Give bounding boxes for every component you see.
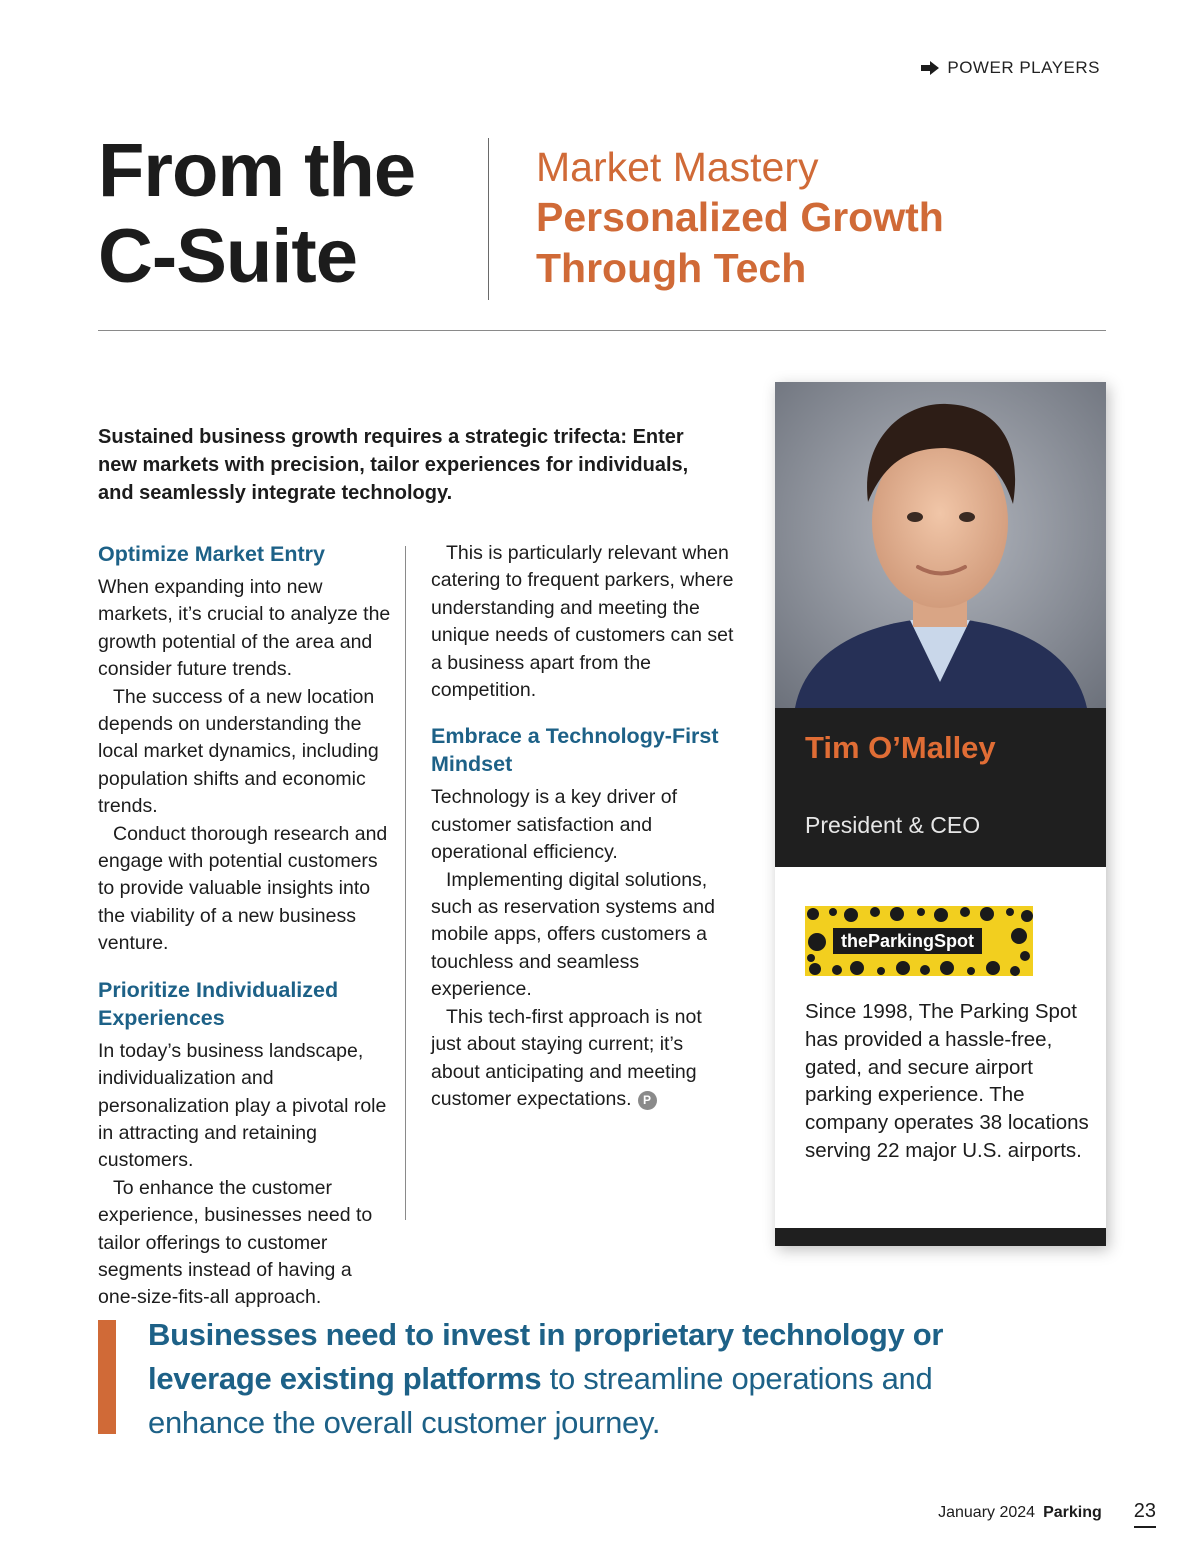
- page-footer: [938, 1500, 1156, 1528]
- pull-quote: [148, 1313, 978, 1445]
- section-label-text: POWER PLAYERS: [947, 58, 1100, 77]
- portrait-image: [775, 382, 1106, 708]
- paragraph: Conduct thorough research and engage with potential customers to provide valuable insights into the viability of a new business venture.: [98, 822, 388, 955]
- portrait-photo: [775, 382, 1106, 708]
- paragraph: In today’s business landscape, individualization and personalization play a pivotal role in attracting and retaining customers.: [98, 1039, 387, 1172]
- article-column-2: [431, 540, 736, 1113]
- section-heading-technology: Embrace a Technology-First Mindset: [431, 724, 719, 777]
- header-rule: [98, 330, 1106, 331]
- header-divider: [488, 138, 489, 300]
- paragraph-last: [431, 1004, 736, 1114]
- article-column-1: [98, 540, 394, 1312]
- section-label: [921, 58, 1100, 78]
- pull-quote-emphasis: Businesses need to invest in proprietary technology or leverage existing platforms: [148, 1317, 944, 1396]
- section-heading-individualized: Prioritize Individualized Experiences: [98, 977, 339, 1030]
- page-number: 23: [1134, 1500, 1156, 1528]
- profile-sidebar: [775, 382, 1106, 1246]
- page-title-line-2: C-Suite: [98, 214, 357, 299]
- logo-wordmark: theParkingSpot: [833, 928, 982, 954]
- arrow-right-icon: [921, 61, 939, 75]
- company-description: Since 1998, The Parking Spot has provided a hassle-free, gated, and secure airport parking experience. The company operates 38 locations serving 22 major U.S. airports.: [805, 1000, 1089, 1162]
- paragraph: The success of a new location depends on understanding the local market dynamics, including population shifts and economic trends.: [98, 685, 379, 818]
- paragraph: This is particularly relevant when catering to frequent parkers, where understanding and meeting the unique needs of customers can set a business apart from the competition.: [431, 542, 734, 702]
- intro-paragraph: Sustained business growth requires a strategic trifecta: Enter new markets with precision, tailor experiences for individuals, and seamlessly integrate technology.: [98, 426, 689, 504]
- end-mark-icon: P: [638, 1091, 657, 1110]
- paragraph: When expanding into new markets, it’s crucial to analyze the growth potential of the area and consider future trends.: [98, 576, 391, 681]
- page-title-line-1: From the: [98, 128, 416, 213]
- company-logo: [805, 906, 1033, 976]
- subtitle-line-3: Through Tech: [536, 245, 807, 291]
- subtitle-line-1: Market Mastery: [536, 144, 819, 190]
- profile-name-block: [775, 708, 1106, 867]
- pull-quote-bar: [98, 1320, 116, 1434]
- subtitle-line-2: Personalized Growth: [536, 194, 944, 240]
- page-title: [98, 128, 415, 300]
- article-subtitle: [536, 142, 944, 294]
- paragraph: Implementing digital solutions, such as reservation systems and mobile apps, offers customers a touchless and seamless experience.: [431, 868, 715, 1001]
- pull-quote-rest: to streamline operations and enhance the overall customer journey.: [148, 1361, 933, 1440]
- person-title: President & CEO: [805, 812, 981, 838]
- paragraph: Technology is a key driver of customer satisfaction and operational efficiency.: [431, 786, 678, 864]
- paragraph: To enhance the customer experience, businesses need to tailor offerings to customer segments instead of having a one-size-fits-all approach.: [98, 1176, 373, 1309]
- magazine-name: Parking: [1043, 1504, 1102, 1521]
- issue-date: January 2024: [938, 1504, 1036, 1521]
- sidebar-footer-bar: [775, 1228, 1106, 1246]
- section-heading-market-entry: Optimize Market Entry: [98, 542, 325, 566]
- column-divider: [405, 546, 406, 1220]
- paragraph-text: This tech-first approach is not just about staying current; it’s about anticipating and meeting customer expectations.: [431, 1005, 702, 1110]
- person-name: Tim O’Malley: [805, 730, 996, 765]
